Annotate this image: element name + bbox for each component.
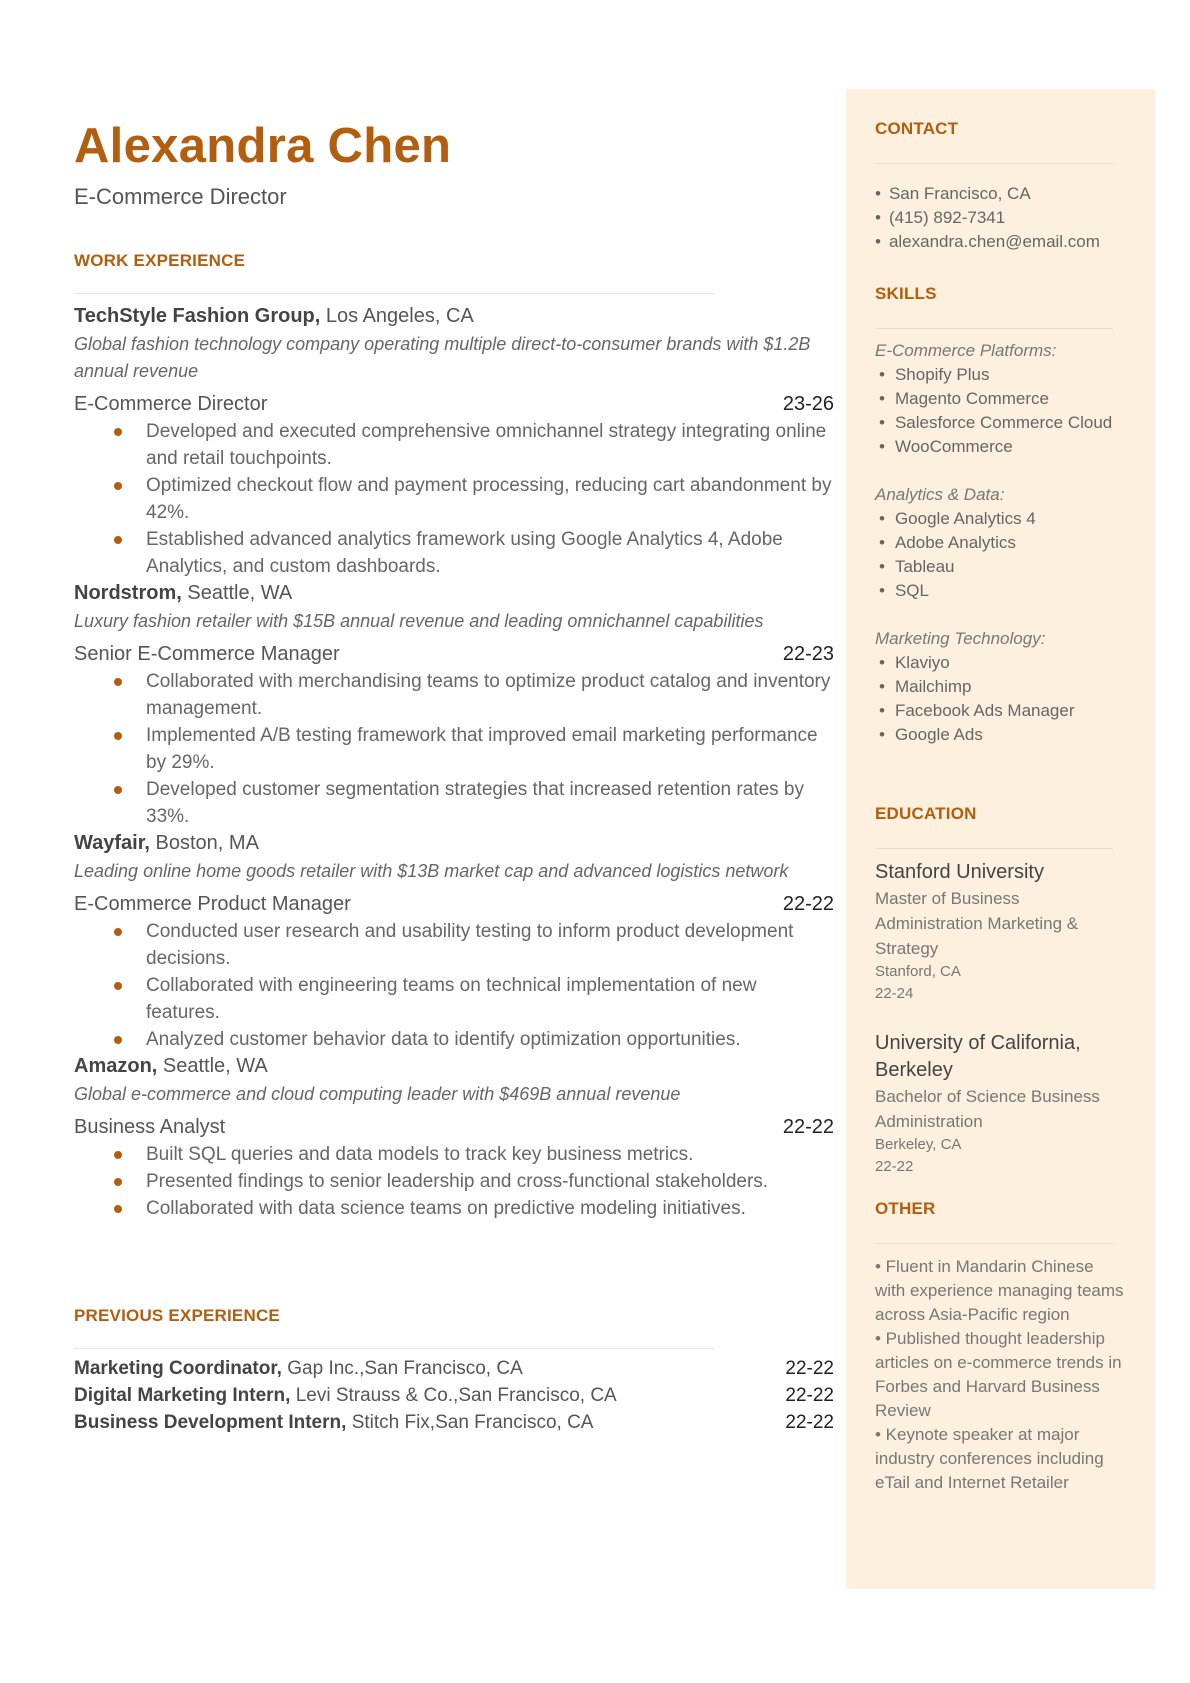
contact-email: • alexandra.chen@email.com — [875, 232, 1100, 251]
bullet-dot-icon — [114, 1205, 122, 1213]
skill-item: • Google Ads — [879, 725, 983, 744]
job-company-line — [74, 303, 834, 330]
previous-role: Business Development Intern, — [74, 1412, 347, 1433]
skill-group — [875, 339, 1145, 459]
job-description: Global e-commerce and cloud computing leader with $469B annual revenue — [74, 1084, 681, 1104]
contact-heading: CONTACT — [875, 119, 959, 138]
education-dates: 22-24 — [875, 985, 914, 1002]
bullet-dot-icon — [114, 1178, 122, 1186]
skill-item: • Mailchimp — [879, 677, 972, 696]
job-title-row — [74, 641, 834, 668]
previous-role-row — [74, 1355, 834, 1382]
job-title-row — [74, 1114, 834, 1141]
job-company-line — [74, 580, 834, 607]
previous-role: Digital Marketing Intern, — [74, 1385, 291, 1406]
education-school: Stanford University — [875, 861, 1044, 883]
job-entry — [74, 303, 834, 580]
bullet-dot-icon — [114, 428, 122, 436]
contact-location: • San Francisco, CA — [875, 184, 1031, 203]
education-degree: Master of Business Administration Marketing & Strategy — [875, 889, 1079, 958]
job-title: E-Commerce Director — [74, 393, 268, 415]
job-bullet: Collaborated with data science teams on predictive modeling initiatives. — [74, 1195, 834, 1222]
job-title: E-Commerce Product Manager — [74, 893, 351, 915]
previous-experience-list — [74, 1355, 834, 1436]
other-item: • Fluent in Mandarin Chinese with experience managing teams across Asia-Pacific region — [875, 1257, 1124, 1324]
job-company-line — [74, 830, 834, 857]
job-entry — [74, 830, 834, 1053]
job-company: TechStyle Fashion Group, — [74, 305, 321, 327]
job-bullets — [74, 918, 834, 1053]
skill-item: • Adobe Analytics — [879, 533, 1016, 552]
job-title-row — [74, 891, 834, 918]
education-location: Berkeley, CA — [875, 1136, 962, 1153]
previous-role-row — [74, 1409, 834, 1436]
job-dates: 22-23 — [782, 643, 834, 665]
candidate-name: Alexandra Chen — [74, 119, 452, 173]
bullet-dot-icon — [114, 732, 122, 740]
job-title: Business Analyst — [74, 1116, 226, 1138]
bullet-dot-icon — [114, 982, 122, 990]
job-dates: 22-22 — [782, 1116, 834, 1138]
contact-list — [875, 182, 1135, 254]
job-bullet: Presented findings to senior leadership and cross-functional stakeholders. — [74, 1168, 834, 1195]
contact-phone: • (415) 892-7341 — [875, 208, 1006, 227]
previous-dates: 22-22 — [785, 1385, 834, 1406]
bullet-dot-icon — [114, 482, 122, 490]
job-location: Boston, MA — [155, 832, 259, 854]
previous-experience-heading: PREVIOUS EXPERIENCE — [74, 1306, 280, 1325]
job-bullet: Collaborated with merchandising teams to optimize product catalog and inventory management. — [74, 668, 834, 722]
job-company: Nordstrom, — [74, 582, 182, 604]
skill-item: • Klaviyo — [879, 653, 950, 672]
previous-org: Stitch Fix,San Francisco, CA — [351, 1412, 594, 1433]
skill-item: • Magento Commerce — [879, 389, 1049, 408]
skill-category: Marketing Technology: — [875, 629, 1046, 648]
job-title: Senior E-Commerce Manager — [74, 643, 340, 665]
other-heading: OTHER — [875, 1199, 936, 1218]
skills-heading: SKILLS — [875, 284, 937, 303]
job-bullet: Built SQL queries and data models to track key business metrics. — [74, 1141, 834, 1168]
bullet-dot-icon — [114, 786, 122, 794]
sidebar — [846, 89, 1155, 1589]
bullet-dot-icon — [114, 1151, 122, 1159]
previous-role-row — [74, 1382, 834, 1409]
education-school: University of California, Berkeley — [875, 1032, 1081, 1081]
job-bullet: Implemented A/B testing framework that improved email marketing performance by 29%. — [74, 722, 834, 776]
other-list — [875, 1255, 1125, 1495]
skill-group — [875, 627, 1145, 747]
bullet-dot-icon — [114, 678, 122, 686]
job-bullet: Analyzed customer behavior data to identify optimization opportunities. — [74, 1026, 834, 1053]
education-degree: Bachelor of Science Business Administration — [875, 1087, 1100, 1131]
job-location: Seattle, WA — [162, 1055, 268, 1077]
education-entry — [875, 1030, 1125, 1178]
skill-item: • Facebook Ads Manager — [879, 701, 1075, 720]
job-entry — [74, 580, 834, 830]
skill-item: • SQL — [879, 581, 929, 600]
bullet-dot-icon — [114, 928, 122, 936]
candidate-title: E-Commerce Director — [74, 184, 287, 209]
job-bullet: Developed customer segmentation strategies that increased retention rates by 33%. — [74, 776, 834, 830]
job-dates: 23-26 — [782, 393, 834, 415]
divider — [74, 293, 714, 294]
skill-category: Analytics & Data: — [875, 485, 1005, 504]
previous-org: Levi Strauss & Co.,San Francisco, CA — [295, 1385, 617, 1406]
job-title-row — [74, 391, 834, 418]
job-company: Amazon, — [74, 1055, 158, 1077]
skill-item: • Google Analytics 4 — [879, 509, 1036, 528]
education-dates: 22-22 — [875, 1158, 914, 1175]
job-list — [74, 303, 834, 1222]
job-bullets — [74, 668, 834, 830]
bullet-dot-icon — [114, 1036, 122, 1044]
job-description: Luxury fashion retailer with $15B annual revenue and leading omnichannel capabilities — [74, 611, 764, 631]
job-bullet: Developed and executed comprehensive omnichannel strategy integrating online and retail touchpoints. — [74, 418, 834, 472]
job-company-line — [74, 1053, 834, 1080]
previous-role: Marketing Coordinator, — [74, 1358, 282, 1379]
skill-item: • Tableau — [879, 557, 955, 576]
job-location: Seattle, WA — [187, 582, 293, 604]
other-item: • Keynote speaker at major industry conferences including eTail and Internet Retailer — [875, 1425, 1104, 1492]
job-location: Los Angeles, CA — [325, 305, 474, 327]
skill-item: • WooCommerce — [879, 437, 1013, 456]
job-description: Global fashion technology company operating multiple direct-to-consumer brands with $1.2B annual revenue — [74, 334, 811, 381]
job-bullet: Collaborated with engineering teams on technical implementation of new features. — [74, 972, 834, 1026]
job-bullet: Established advanced analytics framework using Google Analytics 4, Adobe Analytics, and custom dashboards. — [74, 526, 834, 580]
previous-dates: 22-22 — [785, 1412, 834, 1433]
job-bullets — [74, 418, 834, 580]
work-experience-heading: WORK EXPERIENCE — [74, 251, 246, 270]
divider — [875, 1243, 1113, 1244]
previous-dates: 22-22 — [785, 1358, 834, 1379]
skills-list — [875, 339, 1145, 771]
job-bullet: Conducted user research and usability testing to inform product development decisions. — [74, 918, 834, 972]
divider — [875, 163, 1113, 164]
skill-category: E-Commerce Platforms: — [875, 341, 1057, 360]
job-company: Wayfair, — [74, 832, 150, 854]
education-heading: EDUCATION — [875, 804, 977, 823]
skill-item: • Salesforce Commerce Cloud — [879, 413, 1113, 432]
education-location: Stanford, CA — [875, 963, 961, 980]
job-description: Leading online home goods retailer with $13B market cap and advanced logistics network — [74, 861, 789, 881]
divider — [875, 848, 1113, 849]
divider — [875, 328, 1113, 329]
education-entry — [875, 859, 1125, 1005]
previous-org: Gap Inc.,San Francisco, CA — [287, 1358, 523, 1379]
job-bullets — [74, 1141, 834, 1222]
divider — [74, 1348, 714, 1349]
job-bullet: Optimized checkout flow and payment processing, reducing cart abandonment by 42%. — [74, 472, 834, 526]
job-dates: 22-22 — [782, 893, 834, 915]
skill-group — [875, 483, 1145, 603]
bullet-dot-icon — [114, 536, 122, 544]
skill-item: • Shopify Plus — [879, 365, 990, 384]
other-item: • Published thought leadership articles on e-commerce trends in Forbes and Harvard Business Review — [875, 1329, 1122, 1420]
job-entry — [74, 1053, 834, 1222]
